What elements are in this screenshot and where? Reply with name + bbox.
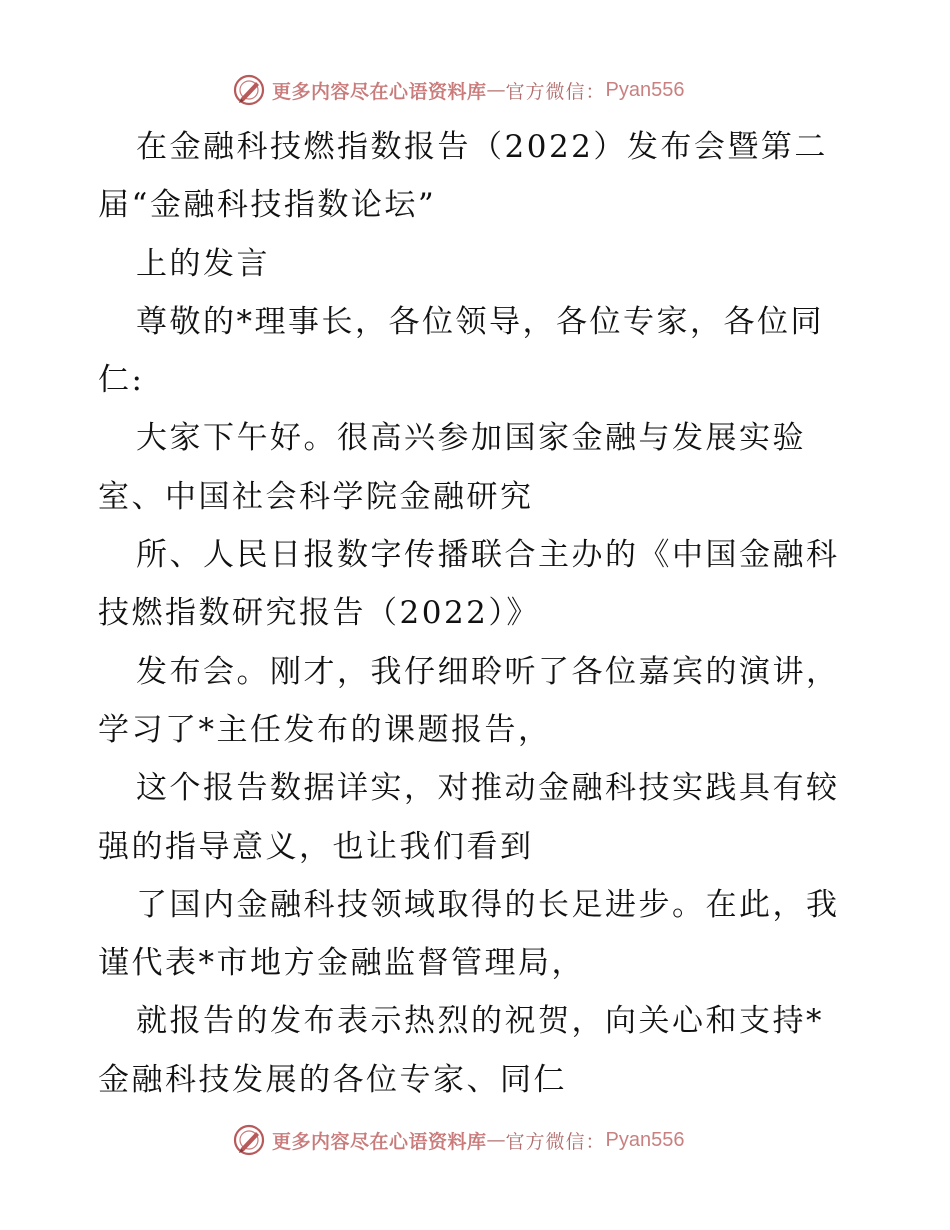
text-line: 技燃指数研究报告（2022）》 bbox=[98, 595, 540, 632]
text-line: 上的发言 bbox=[136, 245, 270, 282]
text-line: 室、中国社会科学院金融研究 bbox=[98, 478, 534, 515]
text-line: 大家下午好。很高兴参加国家金融与发展实验 bbox=[136, 420, 806, 457]
seal-pen-logo-icon bbox=[232, 1123, 266, 1157]
watermark-wechat-id: Pyan556 bbox=[605, 78, 685, 101]
seal-pen-logo-icon bbox=[232, 73, 266, 107]
text-line: 尊敬的*理事长，各位领导，各位专家，各位同 bbox=[136, 303, 824, 340]
watermark-main-text: 更多内容尽在心语资料库 bbox=[272, 80, 487, 103]
watermark-separator: — bbox=[486, 1129, 506, 1151]
text-line: 金融科技发展的各位专家、同仁 bbox=[98, 1061, 567, 1098]
watermark-header bbox=[232, 72, 685, 108]
watermark-wechat-id: Pyan556 bbox=[605, 1128, 685, 1151]
watermark-label: 官方微信： bbox=[505, 1130, 606, 1153]
text-line: 届“金融科技指数论坛” bbox=[98, 187, 437, 224]
text-line: 这个报告数据详实，对推动金融科技实践具有较 bbox=[136, 770, 840, 807]
text-line: 所、人民日报数字传播联合主办的《中国金融科 bbox=[136, 537, 840, 574]
watermark-label: 官方微信： bbox=[505, 80, 606, 103]
watermark-footer bbox=[232, 1122, 685, 1158]
text-line: 在金融科技燃指数报告（2022）发布会暨第二 bbox=[136, 129, 828, 165]
text-line: 强的指导意义，也让我们看到 bbox=[98, 828, 534, 865]
watermark-main-text: 更多内容尽在心语资料库 bbox=[272, 1130, 487, 1153]
text-line: 就报告的发布表示热烈的祝贺，向关心和支持* bbox=[136, 1003, 824, 1040]
text-line: 学习了*主任发布的课题报告， bbox=[98, 711, 552, 748]
text-line: 仁: bbox=[98, 362, 145, 399]
watermark-separator: — bbox=[486, 79, 506, 101]
text-line: 发布会。刚才，我仔细聆听了各位嘉宾的演讲， bbox=[136, 653, 840, 690]
speech-body bbox=[98, 118, 858, 1109]
text-line: 了国内金融科技领域取得的长足进步。在此，我 bbox=[136, 886, 840, 923]
text-line: 谨代表*市地方金融监督管理局， bbox=[98, 945, 585, 982]
